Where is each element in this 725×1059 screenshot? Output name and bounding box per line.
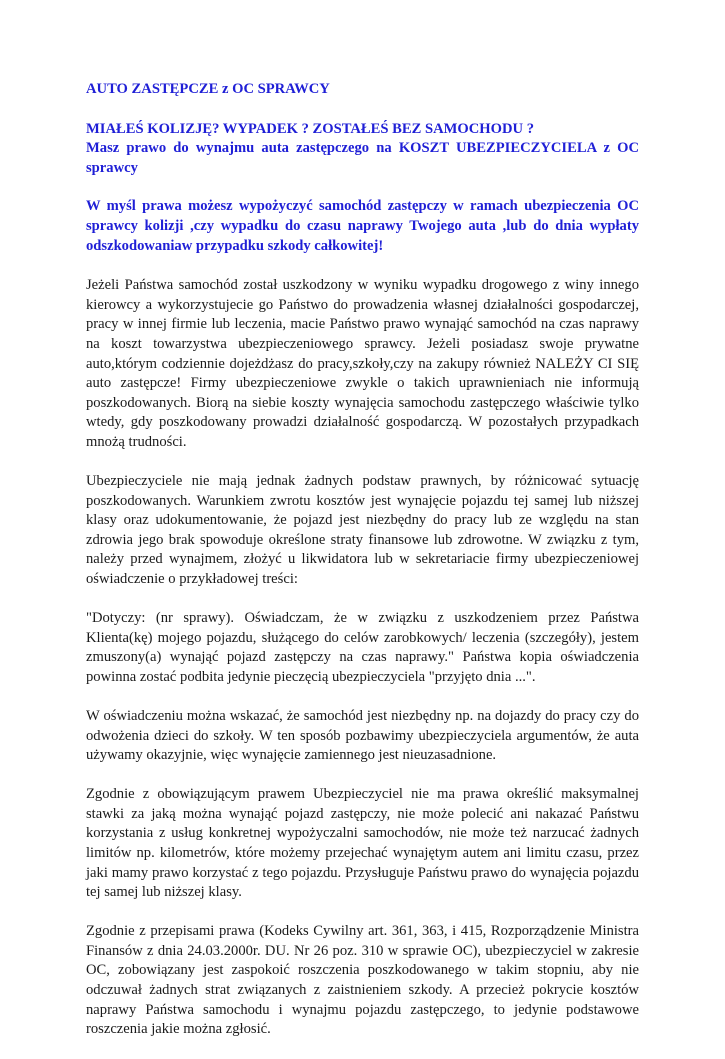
headline-right: Masz prawo do wynajmu auta zastępczego na KOSZT UBEZPIECZYCIELA z OC sprawcy (86, 140, 639, 176)
statement-quote-paragraph: "Dotyczy: (nr sprawy). Oświadczam, że w związku z uszkodzeniem przez Państwa Klienta(kę) mojego pojazdu, służącego do celów zarobkowych/ leczenia (szczegóły), jestem zmuszony(a) wynająć pojazd zastępczy na czas naprawy." Państwa kopia oświadczenia powinna zostać podbita jedynie pieczęcią ubezpieczyciela "przyjęto dnia ...". (86, 610, 639, 685)
document-content (86, 80, 639, 1059)
body-paragraph-4: W oświadczeniu można wskazać, że samochód jest niezbędny np. na dojazdy do pracy czy do odwożenia dzieci do szkoły. W ten sposób pozbawimy ubezpieczyciela argumentów, że auta używamy okazyjnie, więc wynajęcie zamiennego jest nieuzasadnione. (86, 707, 639, 764)
headline-question: MIAŁEŚ KOLIZJĘ? WYPADEK ? ZOSTAŁEŚ BEZ SAMOCHODU ? (86, 120, 535, 137)
document-title: AUTO ZASTĘPCZE z OC SPRAWCY (86, 81, 330, 97)
body-paragraph-5: Zgodnie z obowiązującym prawem Ubezpieczyciel nie ma prawa określić maksymalnej stawki za jaką można wynająć pojazd zastępczy, nie może polecić ani nakazać Państwu korzystania z usług konkretnej wypożyczalni samochodów, nie może też narzucać żadnych limitów np. kilometrów, które możemy przejechać wynajętym autem ani limitu czasu, przez jaki mamy prawo korzystać z tego pojazdu. Przysługuje Państwu prawo do wynajęcia pojazdu tej samej lub niższej klasy. (86, 786, 639, 901)
body-paragraph-1: Jeżeli Państwa samochód został uszkodzony w wyniku wypadku drogowego z winy innego kierowcy a wykorzystujecie go Państwo do prowadzenia własnej działalności gospodarczej, pracy w innej firmie lub leczenia, macie Państwo prawo wynająć samochód na czas naprawy na koszt towarzystwa ubezpieczeniowego sprawcy. Jeżeli posiadasz swoje prywatne auto,którym codziennie dojeżdżasz do pracy,szkoły,czy na zakupy również NALEŻY CI SIĘ auto zastępcze! Firmy ubezpieczeniowe zwykle o takich uprawnieniach nie informują poszkodowanych. Biorą na siebie koszty wynajęcia samochodu zastępczego właściwie tylko wtedy, gdy poszkodowany prowadzi działalność gospodarczą. W pozostałych przypadkach mnożą trudności. (86, 277, 639, 450)
intro-paragraph: W myśl prawa możesz wypożyczyć samochód zastępczy w ramach ubezpieczenia OC sprawcy kolizji ,czy wypadku do czasu naprawy Twojego auta ,lub do dnia wypłaty odszkodowaniaw przypadku szkody całkowitej! (86, 198, 639, 254)
body-paragraph-2: Ubezpieczyciele nie mają jednak żadnych podstaw prawnych, by różnicować sytuację poszkodowanych. Warunkiem zwrotu kosztów jest wynajęcie pojazdu tej samej lub niższej klasy oraz udokumentowanie, że pojazd jest niezbędny do pracy lub ze względu na stan zdrowia jego brak spowoduje określone straty finansowe lub zdrowotne. W związku z tym, należy przed wynajmem, złożyć u likwidatora lub w sekretariacie firmy ubezpieczeniowej oświadczenie o przykładowej treści: (86, 473, 639, 587)
body-paragraph-6: Zgodnie z przepisami prawa (Kodeks Cywilny art. 361, 363, i 415, Rozporządzenie Ministra Finansów z dnia 24.03.2000r. DU. Nr 26 poz. 310 w sprawie OC), ubezpieczyciel w zakresie OC, zobowiązany jest zaspokoić roszczenia poszkodowanego w takim stopniu, aby nie odczuwał żadnych strat związanych z zaistnieniem szkody. A przecież pokrycie kosztów naprawy Państwa samochodu i wynajmu pojazdu zastępczego, to jedynie podstawowe roszczenia jakie można zgłosić. (86, 923, 639, 1038)
headline-block (86, 120, 639, 179)
